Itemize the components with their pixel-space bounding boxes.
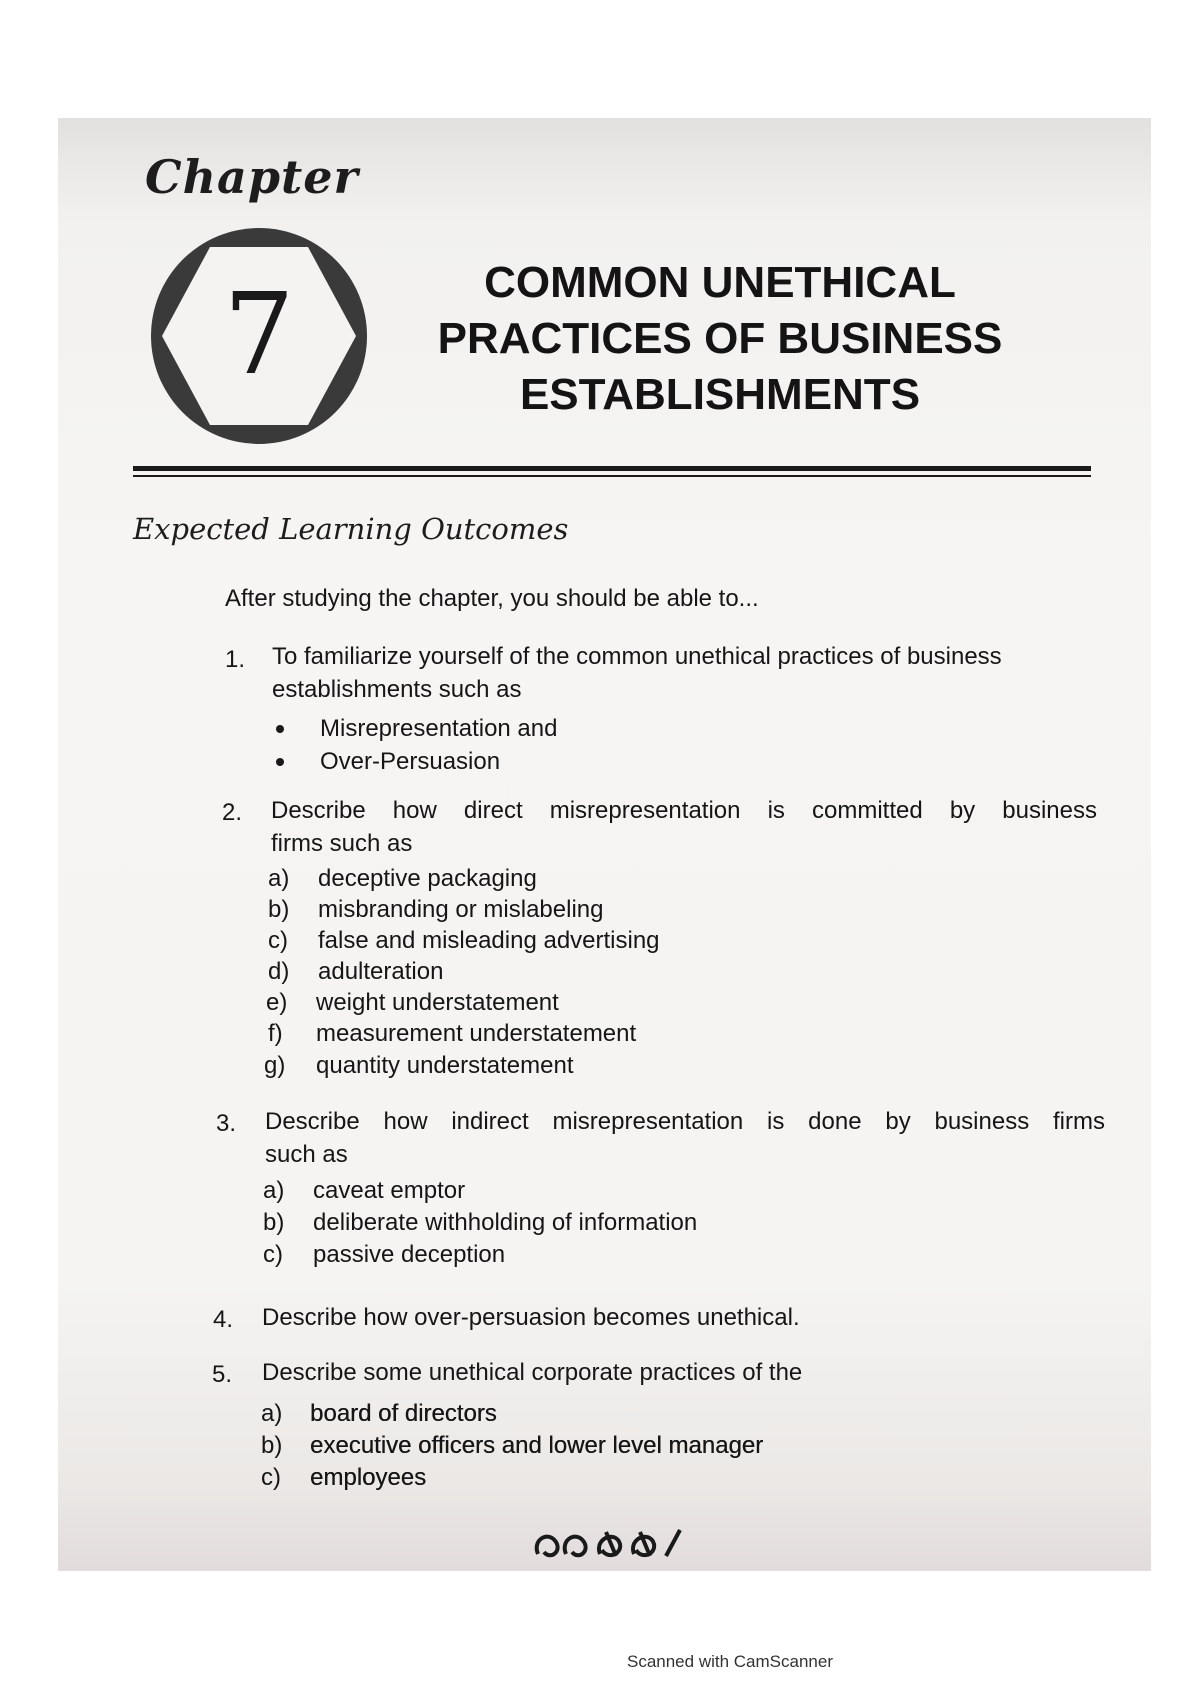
chapter-title-line: PRACTICES OF BUSINESS — [437, 314, 1003, 363]
bullet-icon — [276, 725, 284, 733]
sub-item: adulteration — [318, 958, 444, 985]
sub-item: misbranding or mislabeling — [318, 896, 604, 923]
ornament-divider-icon — [530, 1520, 690, 1564]
sub-item: executive officers and lower level manager — [310, 1432, 764, 1459]
sub-item: employees — [310, 1464, 427, 1491]
bullet-icon — [276, 758, 284, 766]
sub-item: caveat emptor — [313, 1177, 466, 1204]
title-divider — [133, 466, 1091, 471]
sub-item: board of directors — [310, 1400, 497, 1427]
outcome-text: Describe how indirect misrepresentation is done by business firms — [265, 1108, 1105, 1135]
sub-item: deliberate withholding of information — [313, 1209, 698, 1236]
section-heading: Expected Learning Outcomes — [133, 512, 569, 546]
sub-item: quantity understatement — [316, 1052, 574, 1079]
outcome-text: such as — [265, 1141, 348, 1168]
sub-marker: c) — [263, 1241, 283, 1268]
chapter-number-emblem — [148, 225, 370, 447]
bullet-item: Misrepresentation and — [320, 715, 558, 742]
sub-marker: d) — [268, 958, 290, 985]
outcome-number: 4. — [213, 1306, 234, 1333]
sub-item: weight understatement — [316, 989, 559, 1016]
outcome-text: To familiarize yourself of the common unethical practices of business — [272, 643, 1002, 670]
outcome-text: Describe some unethical corporate practices of the — [262, 1359, 803, 1386]
sub-marker: a) — [263, 1177, 285, 1204]
outcome-text: Describe how over-persuasion becomes unethical. — [262, 1304, 800, 1331]
outcome-number: 3. — [216, 1110, 237, 1137]
sub-marker: b) — [263, 1209, 285, 1236]
chapter-title-line: ESTABLISHMENTS — [519, 370, 921, 419]
bullet-item: Over-Persuasion — [320, 748, 501, 775]
sub-item: passive deception — [313, 1241, 506, 1268]
scan-watermark: Scanned with CamScanner — [626, 1652, 833, 1671]
chapter-title — [400, 255, 1040, 423]
sub-marker: f) — [268, 1020, 283, 1047]
sub-marker: b) — [268, 896, 290, 923]
outcome-text: Describe how direct misrepresentation is committed by business — [271, 797, 1097, 824]
chapter-label: Chapter — [145, 150, 359, 204]
sub-marker: b) — [261, 1432, 283, 1459]
sub-item: measurement understatement — [316, 1020, 637, 1047]
intro-text: After studying the chapter, you should be able to... — [225, 585, 759, 612]
outcome-text: firms such as — [271, 830, 413, 857]
chapter-title-line: COMMON UNETHICAL — [484, 258, 956, 307]
sub-marker: c) — [268, 927, 288, 954]
sub-marker: g) — [264, 1052, 286, 1079]
title-divider — [133, 475, 1091, 477]
sub-marker: c) — [261, 1464, 281, 1491]
outcome-number: 2. — [222, 799, 243, 826]
outcome-number: 5. — [212, 1361, 233, 1388]
chapter-number: 7 — [223, 270, 295, 400]
sub-marker: a) — [261, 1400, 283, 1427]
outcome-number: 1. — [225, 646, 246, 673]
sub-marker: e) — [266, 989, 288, 1016]
sub-marker: a) — [268, 865, 290, 892]
sub-item: false and misleading advertising — [318, 927, 660, 954]
sub-item: deceptive packaging — [318, 865, 537, 892]
outcome-text: establishments such as — [272, 676, 522, 703]
